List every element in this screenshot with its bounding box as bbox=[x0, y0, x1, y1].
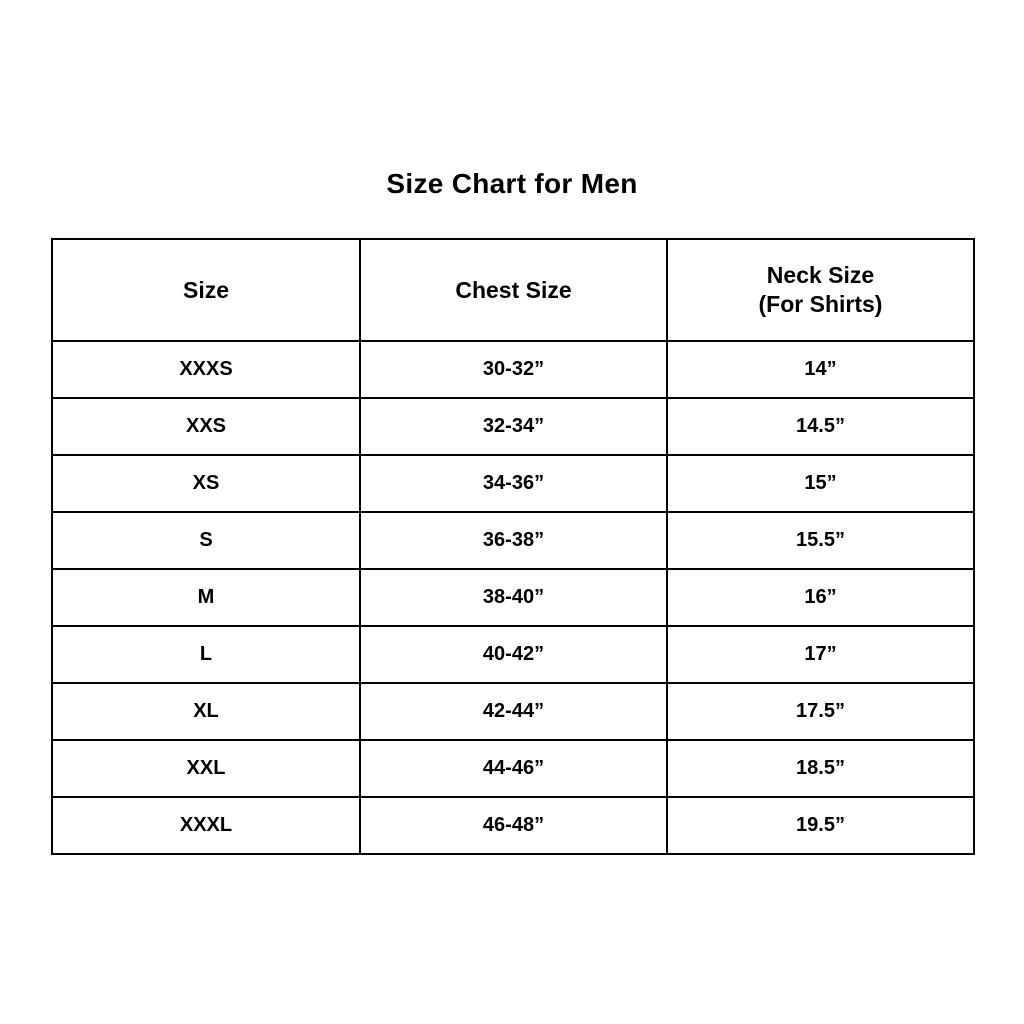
cell-size: XS bbox=[52, 455, 360, 512]
cell-neck: 19.5” bbox=[667, 797, 974, 854]
cell-chest: 44-46” bbox=[360, 740, 667, 797]
cell-neck: 16” bbox=[667, 569, 974, 626]
cell-size: L bbox=[52, 626, 360, 683]
size-chart-table bbox=[51, 238, 975, 855]
cell-chest: 30-32” bbox=[360, 341, 667, 398]
cell-size: S bbox=[52, 512, 360, 569]
cell-size: M bbox=[52, 569, 360, 626]
cell-chest: 32-34” bbox=[360, 398, 667, 455]
cell-chest: 46-48” bbox=[360, 797, 667, 854]
cell-neck: 18.5” bbox=[667, 740, 974, 797]
cell-size: XXXL bbox=[52, 797, 360, 854]
cell-neck: 15” bbox=[667, 455, 974, 512]
cell-chest: 40-42” bbox=[360, 626, 667, 683]
cell-size: XXL bbox=[52, 740, 360, 797]
column-header-size-label: Size bbox=[182, 276, 230, 303]
column-header-neck-label: Neck Size bbox=[766, 262, 875, 289]
cell-chest: 34-36” bbox=[360, 455, 667, 512]
cell-size: XL bbox=[52, 683, 360, 740]
cell-chest: 36-38” bbox=[360, 512, 667, 569]
cell-chest: 38-40” bbox=[360, 569, 667, 626]
column-header-size bbox=[52, 239, 360, 341]
page-title: Size Chart for Men bbox=[386, 168, 638, 199]
cell-size: XXXS bbox=[52, 341, 360, 398]
table-body bbox=[52, 341, 974, 854]
table-row bbox=[52, 512, 974, 569]
cell-size: XXS bbox=[52, 398, 360, 455]
table-row bbox=[52, 398, 974, 455]
table-row bbox=[52, 626, 974, 683]
table-row bbox=[52, 455, 974, 512]
table-row bbox=[52, 797, 974, 854]
column-header-neck-sublabel: (For Shirts) bbox=[758, 291, 883, 317]
table-header bbox=[52, 239, 974, 341]
table-row bbox=[52, 569, 974, 626]
column-header-neck bbox=[667, 239, 974, 341]
table-header-row bbox=[52, 239, 974, 341]
cell-chest: 42-44” bbox=[360, 683, 667, 740]
cell-neck: 14” bbox=[667, 341, 974, 398]
table-row bbox=[52, 740, 974, 797]
cell-neck: 15.5” bbox=[667, 512, 974, 569]
table-row bbox=[52, 341, 974, 398]
cell-neck: 14.5” bbox=[667, 398, 974, 455]
cell-neck: 17.5” bbox=[667, 683, 974, 740]
column-header-chest bbox=[360, 239, 667, 341]
cell-neck: 17” bbox=[667, 626, 974, 683]
table-row bbox=[52, 683, 974, 740]
column-header-chest-label: Chest Size bbox=[455, 276, 572, 303]
